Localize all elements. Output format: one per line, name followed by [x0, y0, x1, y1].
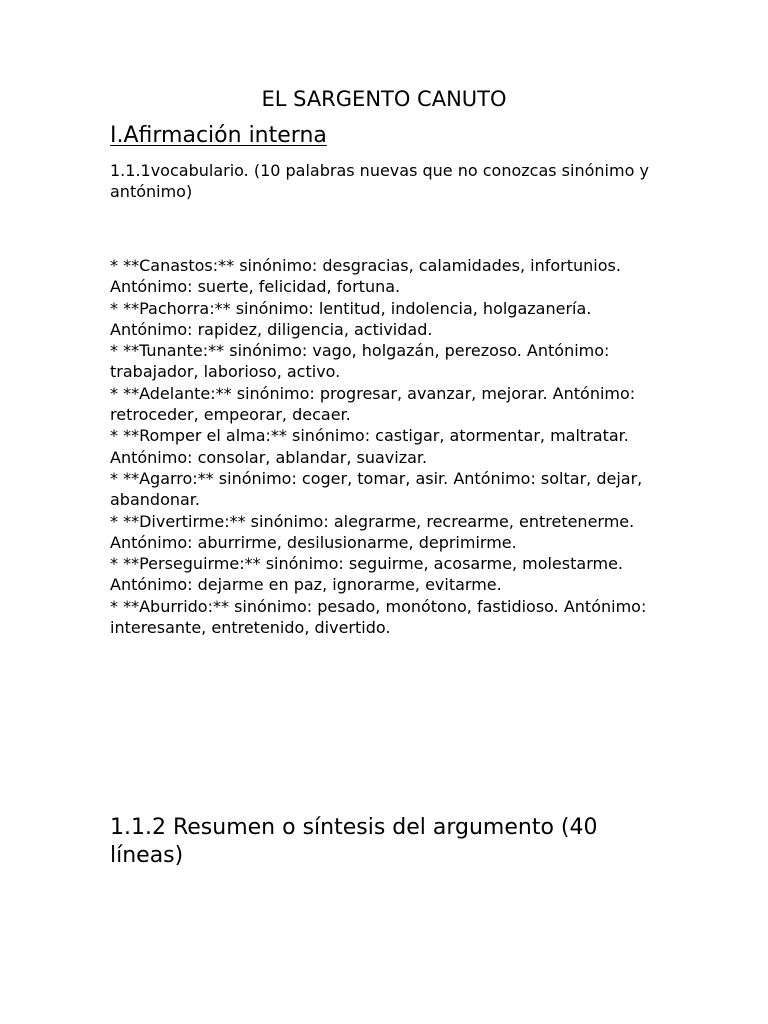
vocabulary-item-romper-el-alma: * **Romper el alma:** sinónimo: castigar, atormentar, maltratar. Antónimo: consolar, ablandar, suavizar.	[110, 426, 629, 467]
vocabulary-item-adelante: * **Adelante:** sinónimo: progresar, avanzar, mejorar. Antónimo: retroceder, empeorar, decaer.	[110, 383, 636, 425]
vocabulary-list	[110, 255, 670, 638]
vocabulary-item-canastos: * **Canastos:** sinónimo: desgracias, calamidades, infortunios. Antónimo: suerte, felicidad, fortuna.	[110, 256, 621, 297]
vocabulary-subheading: 1.1.1vocabulario. (10 palabras nuevas que no conozcas sinónimo y antónimo)	[110, 161, 649, 201]
document-title: EL SARGENTO CANUTO	[261, 87, 507, 111]
vocabulary-item-tunante: * **Tunante:** sinónimo: vago, holgazán, perezoso. Antónimo: trabajador, laborioso, activo.	[110, 341, 610, 382]
vocabulary-item-pachorra: * **Pachorra:** sinónimo: lentitud, indolencia, holgazanería. Antónimo: rapidez, diligencia, actividad.	[110, 298, 592, 339]
section-heading: I.Afirmación interna	[110, 123, 327, 148]
vocabulary-item-perseguirme: * **Perseguirme:** sinónimo: seguirme, acosarme, molestarme. Antónimo: dejarme en paz, ignorarme, evitarme.	[110, 554, 623, 595]
vocabulary-item-divertirme: * **Divertirme:** sinónimo: alegrarme, recrearme, entretenerme. Antónimo: aburrirme, desilusionarme, deprimirme.	[110, 511, 635, 552]
vocabulary-item-aburrido: * **Aburrido:** sinónimo: pesado, monótono, fastidioso. Antónimo: interesante, entretenido, divertido.	[110, 596, 647, 638]
summary-heading: 1.1.2 Resumen o síntesis del argumento (40 líneas)	[110, 815, 598, 868]
vocabulary-item-agarro: * **Agarro:** sinónimo: coger, tomar, asir. Antónimo: soltar, dejar, abandonar.	[110, 468, 643, 510]
